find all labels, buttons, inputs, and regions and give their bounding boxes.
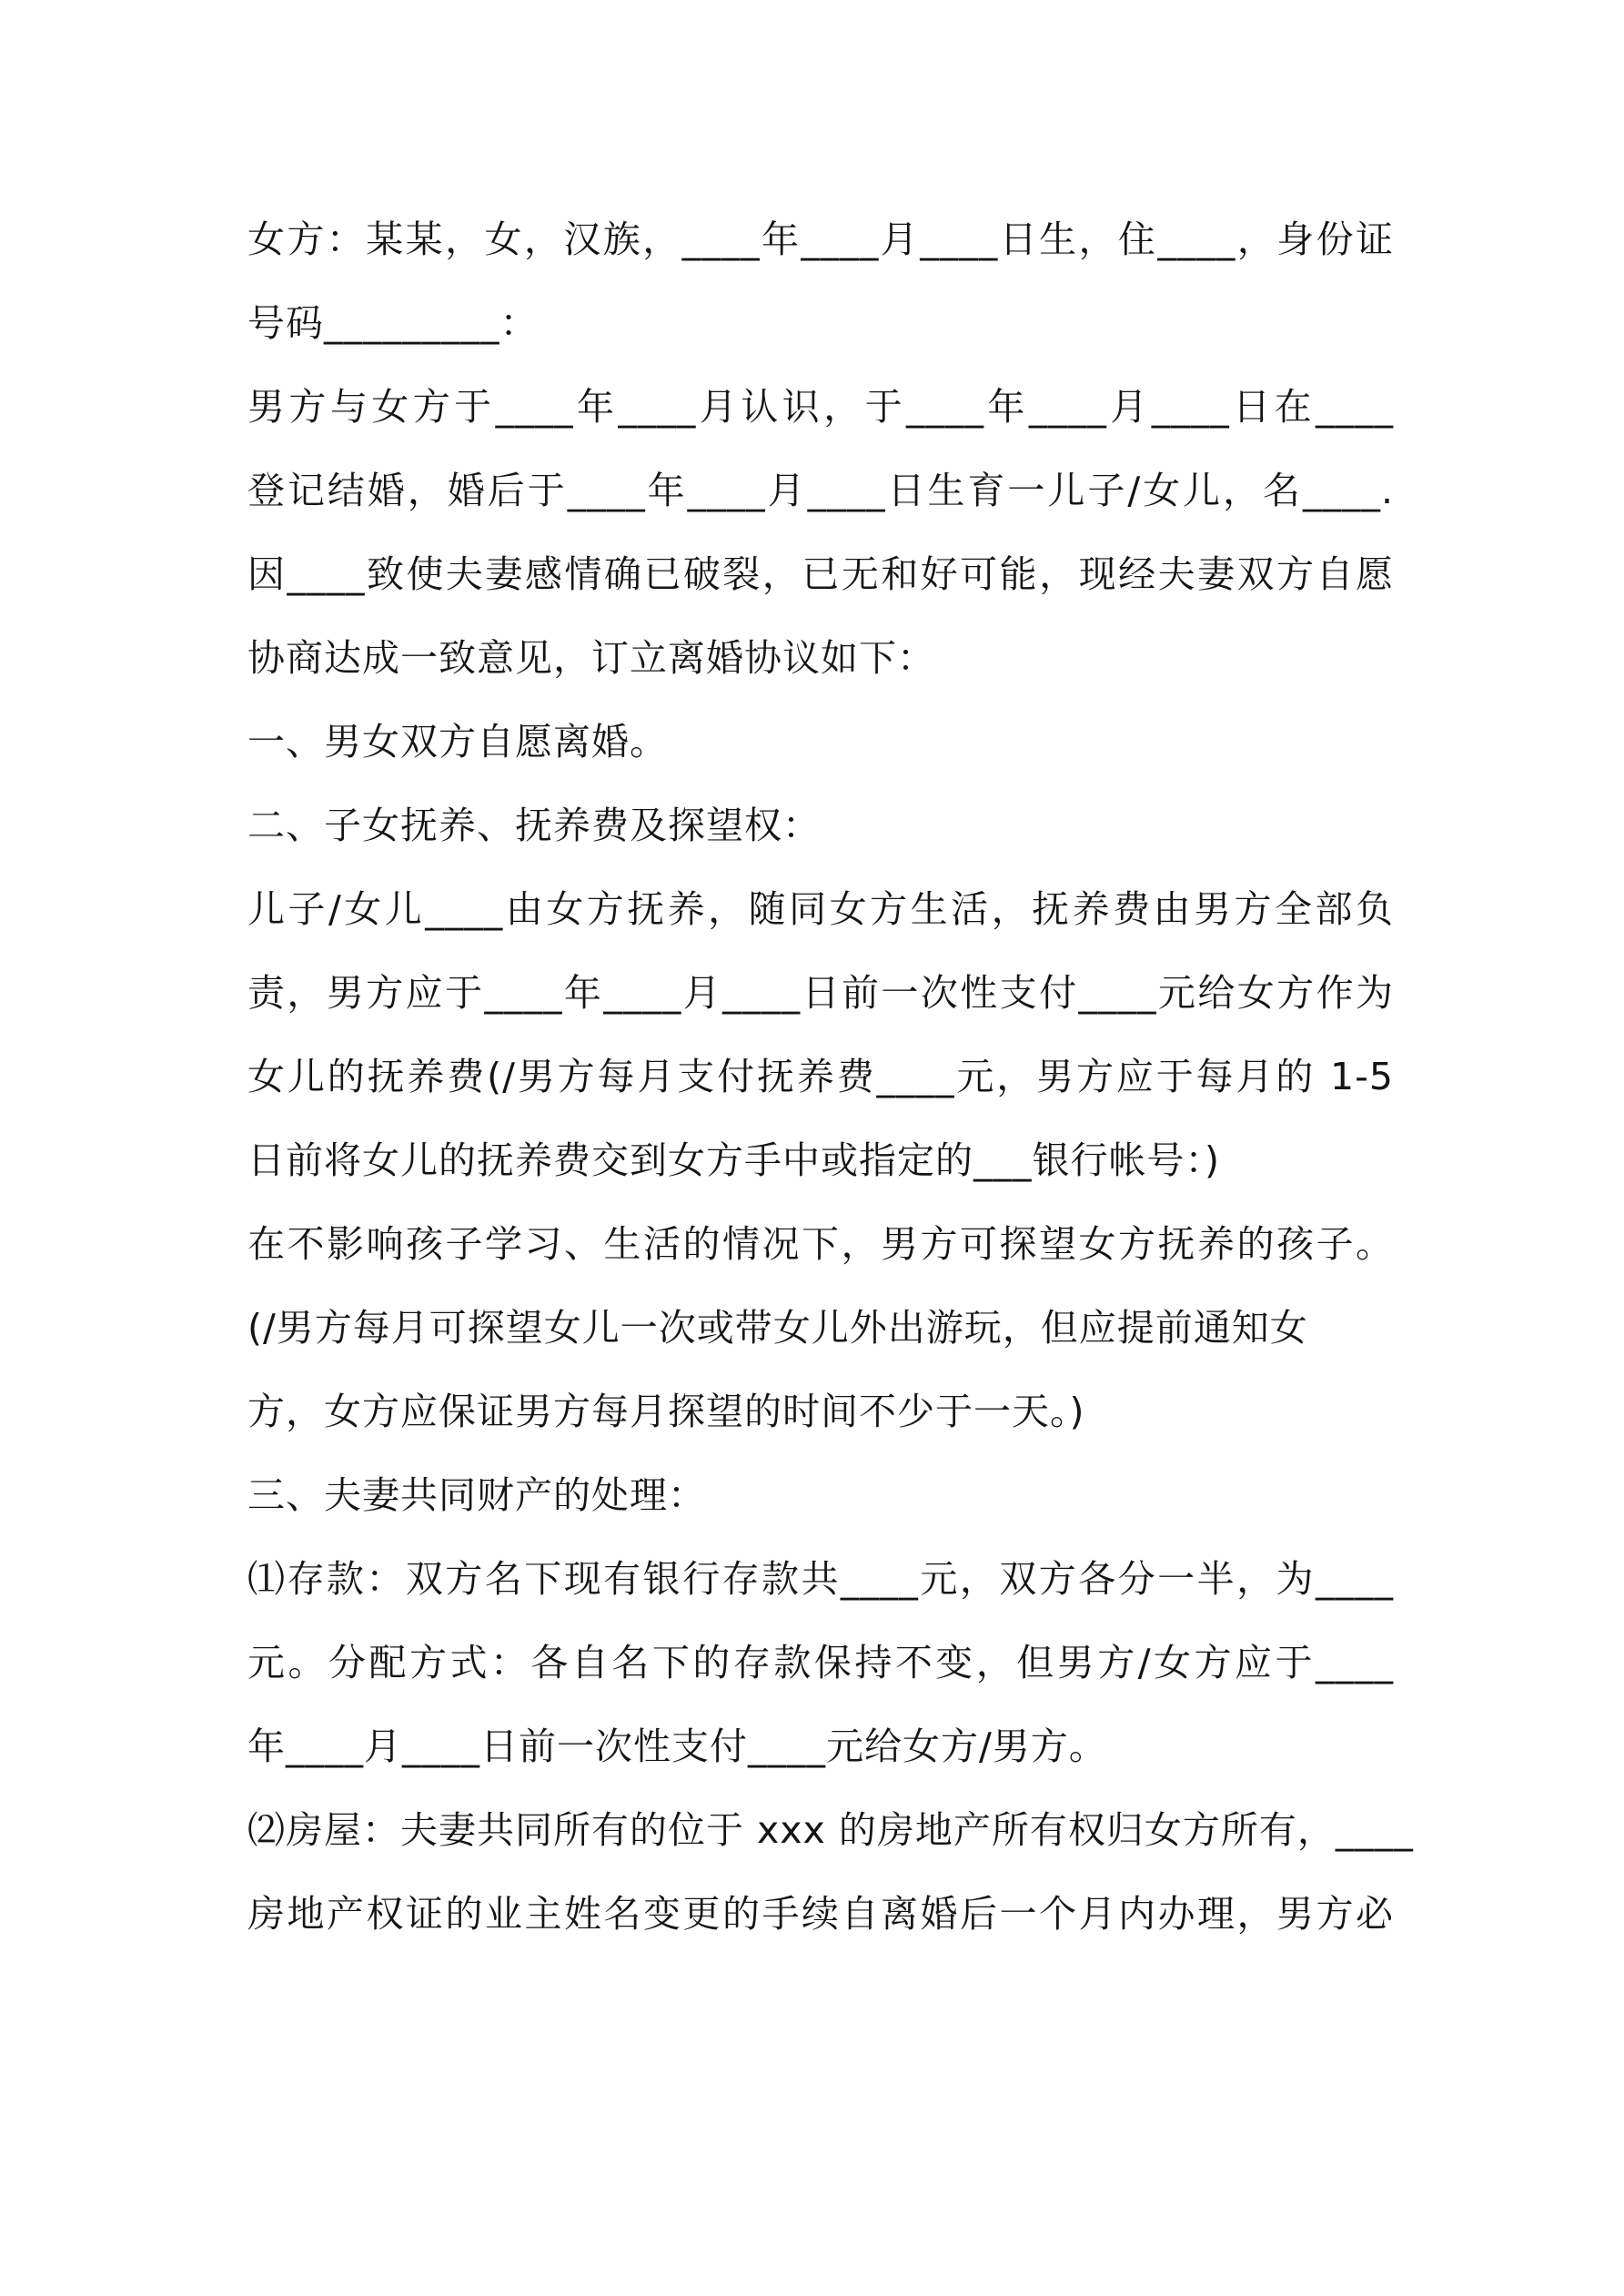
text-line: ⑵房屋：夫妻共同所有的位于 xxx 的房地产所有权归女方所有，____ [247,1808,1414,1852]
text-line: (/男方每月可探望女儿一次或带女儿外出游玩，但应提前通知女 [247,1306,1308,1350]
text-line: 方，女方应保证男方每月探望的时间不少于一天。) [247,1390,1085,1433]
text-line: 日前将女儿的抚养费交到女方手中或指定的___银行帐号：) [247,1138,1220,1182]
text-line: 女儿的抚养费(/男方每月支付抚养费____元，男方应于每月的 1-5 [247,1055,1394,1098]
text-line: 元。分配方式：各自名下的存款保持不变，但男方/女方应于____ [247,1641,1394,1684]
text-line: 女方：某某，女，汉族，____年____月____日生，住____，身份证 [247,217,1394,261]
text-line: 二、子女抚养、抚养费及探望权： [247,804,821,847]
text-line: 登记结婚，婚后于____年____月____日生育一儿子/女儿，名____. [247,469,1394,512]
text-line: 责，男方应于____年____月____日前一次性支付____元给女方作为 [247,971,1394,1015]
text-line: ⑴存款：双方名下现有银行存款共____元，双方各分一半，为____ [247,1557,1394,1601]
text-line: 一、男女双方自愿离婚。 [247,720,668,764]
text-line: 因____致使夫妻感情确已破裂，已无和好可能，现经夫妻双方自愿 [247,552,1394,596]
text-line: 三、夫妻共同财产的处理： [247,1473,706,1517]
text-line: 男方与女方于____年____月认识，于____年____月____日在____ [247,385,1394,429]
text-line: 儿子/女儿____由女方抚养，随同女方生活，抚养费由男方全部负 [247,887,1394,931]
text-line: 在不影响孩子学习、生活的情况下，男方可探望女方抚养的孩子。 [247,1222,1394,1266]
text-line: 房地产权证的业主姓名变更的手续自离婚后一个月内办理，男方必 [247,1892,1394,1936]
text-line: 协商达成一致意见，订立离婚协议如下： [247,636,935,680]
text-line: 年____月____日前一次性支付____元给女方/男方。 [247,1725,1107,1768]
text-line: 号码_________： [247,301,539,345]
